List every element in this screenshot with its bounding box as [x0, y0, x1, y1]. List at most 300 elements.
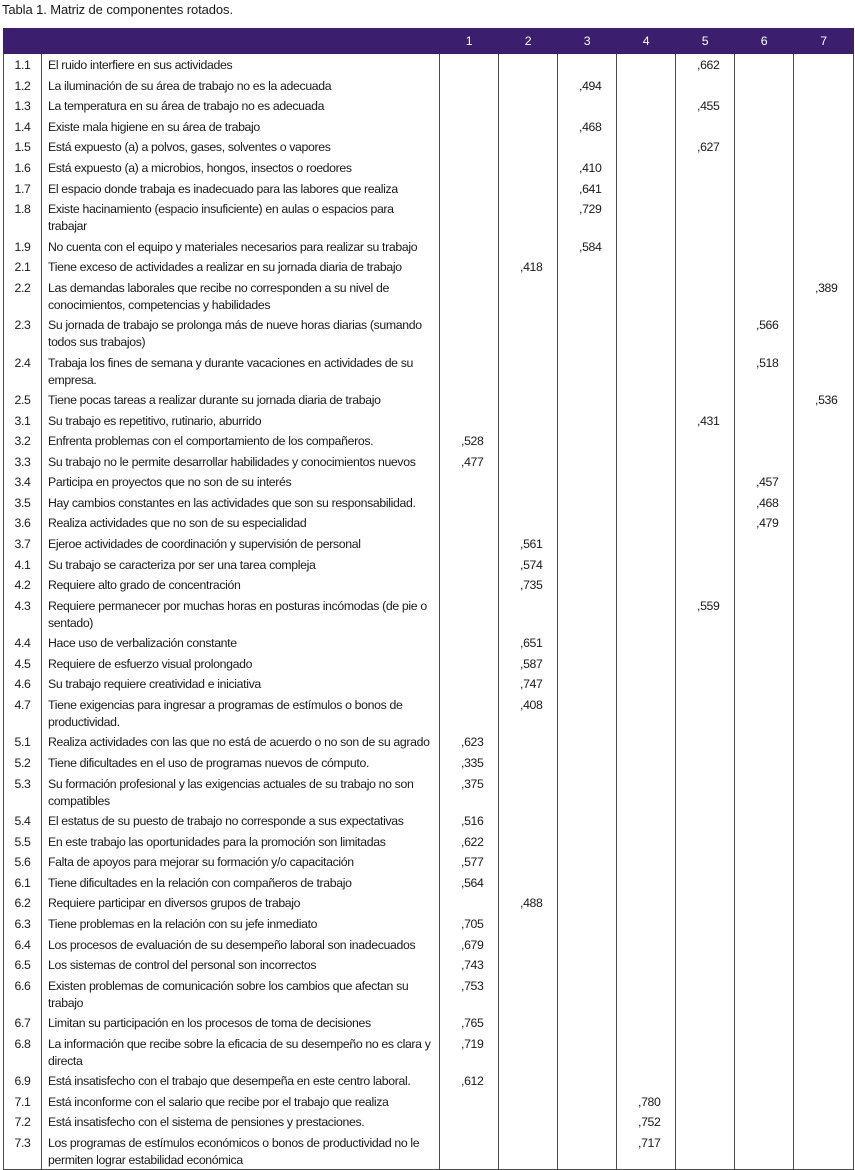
table-body: [4, 54, 854, 1170]
empty-cell: [676, 731, 735, 752]
empty-cell: [440, 632, 499, 653]
empty-cell: [440, 314, 499, 351]
empty-cell: [440, 533, 499, 554]
empty-cell: [440, 277, 499, 314]
empty-cell: [794, 975, 854, 1012]
empty-cell: [617, 810, 676, 831]
row-description: La temperatura en su área de trabajo no es adecuada: [42, 95, 440, 116]
row-description: Las demandas laborales que recibe no corresponden a su nivel de conocimientos, competencias y habilidades: [42, 277, 440, 314]
empty-cell: [794, 632, 854, 653]
table-row: [4, 430, 854, 451]
loading-value: ,622: [440, 831, 499, 852]
empty-cell: [558, 410, 617, 431]
empty-cell: [794, 533, 854, 554]
empty-cell: [558, 954, 617, 975]
empty-cell: [794, 694, 854, 731]
row-description: Existen problemas de comunicación sobre los cambios que afectan su trabajo: [42, 975, 440, 1012]
empty-cell: [499, 277, 558, 314]
empty-cell: [735, 533, 794, 554]
row-description: Los procesos de evaluación de su desempeño laboral son inadecuados: [42, 934, 440, 955]
row-id: 5.3: [4, 773, 42, 810]
empty-cell: [499, 851, 558, 872]
empty-cell: [440, 95, 499, 116]
empty-cell: [794, 451, 854, 472]
empty-cell: [676, 352, 735, 389]
empty-cell: [676, 810, 735, 831]
empty-cell: [617, 533, 676, 554]
empty-cell: [676, 892, 735, 913]
empty-cell: [617, 236, 676, 257]
empty-cell: [617, 595, 676, 632]
empty-cell: [676, 1033, 735, 1070]
row-description: Limitan su participación en los procesos de toma de decisiones: [42, 1012, 440, 1033]
table-row: [4, 694, 854, 731]
empty-cell: [558, 574, 617, 595]
loading-value: ,335: [440, 752, 499, 773]
row-description: Realiza actividades que no son de su especialidad: [42, 512, 440, 533]
empty-cell: [735, 178, 794, 199]
empty-cell: [617, 773, 676, 810]
empty-cell: [558, 471, 617, 492]
empty-cell: [794, 256, 854, 277]
empty-cell: [558, 95, 617, 116]
row-description: Está insatisfecho con el sistema de pensiones y prestaciones.: [42, 1111, 440, 1132]
empty-cell: [617, 198, 676, 235]
empty-cell: [794, 872, 854, 893]
empty-cell: [558, 136, 617, 157]
empty-cell: [676, 512, 735, 533]
empty-cell: [558, 851, 617, 872]
empty-cell: [676, 75, 735, 96]
empty-cell: [735, 773, 794, 810]
row-description: Tiene dificultades en el uso de programas nuevos de cómputo.: [42, 752, 440, 773]
row-id: 5.2: [4, 752, 42, 773]
empty-cell: [735, 574, 794, 595]
row-id: 4.7: [4, 694, 42, 731]
loading-value: ,468: [558, 116, 617, 137]
empty-cell: [499, 1111, 558, 1132]
table-row: [4, 851, 854, 872]
empty-cell: [794, 773, 854, 810]
row-id: 1.3: [4, 95, 42, 116]
empty-cell: [676, 236, 735, 257]
empty-cell: [617, 54, 676, 75]
empty-cell: [617, 1012, 676, 1033]
empty-cell: [676, 1012, 735, 1033]
row-id: 6.4: [4, 934, 42, 955]
empty-cell: [676, 277, 735, 314]
table-row: [4, 752, 854, 773]
empty-cell: [499, 810, 558, 831]
empty-cell: [676, 1132, 735, 1170]
row-id: 3.2: [4, 430, 42, 451]
empty-cell: [617, 554, 676, 575]
empty-cell: [499, 831, 558, 852]
row-description: Los sistemas de control del personal son incorrectos: [42, 954, 440, 975]
empty-cell: [794, 851, 854, 872]
loading-value: ,577: [440, 851, 499, 872]
empty-cell: [617, 954, 676, 975]
row-id: 4.5: [4, 653, 42, 674]
empty-cell: [735, 1070, 794, 1091]
loading-value: ,457: [735, 471, 794, 492]
row-description: Existe hacinamiento (espacio insuficiente) en aulas o espacios para trabajar: [42, 198, 440, 235]
empty-cell: [558, 256, 617, 277]
empty-cell: [676, 314, 735, 351]
table-row: [4, 1070, 854, 1091]
row-description: Realiza actividades con las que no está de acuerdo o no son de su agrado: [42, 731, 440, 752]
empty-cell: [558, 314, 617, 351]
row-id: 7.1: [4, 1091, 42, 1112]
empty-cell: [499, 954, 558, 975]
empty-cell: [499, 236, 558, 257]
empty-cell: [794, 198, 854, 235]
row-id: 1.2: [4, 75, 42, 96]
empty-cell: [794, 178, 854, 199]
row-description: Participa en proyectos que no son de su interés: [42, 471, 440, 492]
empty-cell: [499, 75, 558, 96]
row-id: 2.2: [4, 277, 42, 314]
empty-cell: [735, 872, 794, 893]
empty-cell: [617, 934, 676, 955]
loading-value: ,627: [676, 136, 735, 157]
loading-value: ,719: [440, 1033, 499, 1070]
empty-cell: [676, 492, 735, 513]
row-id: 6.1: [4, 872, 42, 893]
table-row: [4, 157, 854, 178]
row-description: La iluminación de su área de trabajo no es la adecuada: [42, 75, 440, 96]
empty-cell: [499, 352, 558, 389]
row-description: La información que recibe sobre la eficacia de su desempeño no es clara y directa: [42, 1033, 440, 1070]
loading-value: ,587: [499, 653, 558, 674]
table-row: [4, 892, 854, 913]
table-row: [4, 410, 854, 431]
empty-cell: [735, 595, 794, 632]
empty-cell: [617, 136, 676, 157]
empty-cell: [794, 314, 854, 351]
empty-cell: [499, 430, 558, 451]
loading-value: ,753: [440, 975, 499, 1012]
empty-cell: [617, 1033, 676, 1070]
empty-cell: [617, 314, 676, 351]
empty-cell: [794, 430, 854, 451]
empty-cell: [676, 574, 735, 595]
table-row: [4, 731, 854, 752]
empty-cell: [499, 389, 558, 410]
empty-cell: [499, 934, 558, 955]
row-description: Falta de apoyos para mejorar su formación y/o capacitación: [42, 851, 440, 872]
empty-cell: [617, 731, 676, 752]
row-id: 1.9: [4, 236, 42, 257]
empty-cell: [558, 892, 617, 913]
empty-cell: [735, 653, 794, 674]
table-row: [4, 533, 854, 554]
table-row: [4, 653, 854, 674]
empty-cell: [499, 492, 558, 513]
empty-cell: [676, 1070, 735, 1091]
empty-cell: [676, 694, 735, 731]
empty-cell: [794, 752, 854, 773]
header-row: [4, 29, 854, 54]
empty-cell: [794, 1033, 854, 1070]
loading-value: ,566: [735, 314, 794, 351]
empty-cell: [676, 157, 735, 178]
empty-cell: [735, 1012, 794, 1033]
empty-cell: [735, 1033, 794, 1070]
empty-cell: [735, 236, 794, 257]
empty-cell: [558, 277, 617, 314]
empty-cell: [440, 256, 499, 277]
empty-cell: [794, 54, 854, 75]
loading-value: ,584: [558, 236, 617, 257]
empty-cell: [499, 95, 558, 116]
loading-value: ,375: [440, 773, 499, 810]
empty-cell: [794, 410, 854, 431]
row-description: Ejeroe actividades de coordinación y supervisión de personal: [42, 533, 440, 554]
row-id: 4.1: [4, 554, 42, 575]
empty-cell: [558, 773, 617, 810]
empty-cell: [794, 1012, 854, 1033]
loading-value: ,389: [794, 277, 854, 314]
empty-cell: [558, 810, 617, 831]
loading-value: ,780: [617, 1091, 676, 1112]
empty-cell: [676, 752, 735, 773]
header-component-7: 7: [794, 29, 854, 54]
empty-cell: [794, 157, 854, 178]
table-row: [4, 471, 854, 492]
empty-cell: [735, 256, 794, 277]
empty-cell: [735, 673, 794, 694]
loading-value: ,564: [440, 872, 499, 893]
empty-cell: [558, 389, 617, 410]
empty-cell: [558, 451, 617, 472]
row-description: Tiene problemas en la relación con su jefe inmediato: [42, 913, 440, 934]
empty-cell: [676, 554, 735, 575]
empty-cell: [617, 157, 676, 178]
empty-cell: [735, 851, 794, 872]
loading-value: ,516: [440, 810, 499, 831]
empty-cell: [558, 1070, 617, 1091]
table-row: [4, 236, 854, 257]
empty-cell: [499, 54, 558, 75]
empty-cell: [440, 178, 499, 199]
empty-cell: [735, 954, 794, 975]
header-id: [4, 29, 42, 54]
row-id: 6.7: [4, 1012, 42, 1033]
empty-cell: [499, 157, 558, 178]
loading-value: ,735: [499, 574, 558, 595]
row-description: Hay cambios constantes en las actividades que son su responsabilidad.: [42, 492, 440, 513]
empty-cell: [794, 512, 854, 533]
table-row: [4, 492, 854, 513]
empty-cell: [617, 116, 676, 137]
table-row: [4, 512, 854, 533]
empty-cell: [440, 410, 499, 431]
empty-cell: [558, 54, 617, 75]
empty-cell: [440, 595, 499, 632]
row-description: Su trabajo no le permite desarrollar habilidades y conocimientos nuevos: [42, 451, 440, 472]
table-row: [4, 277, 854, 314]
table-row: [4, 136, 854, 157]
table-row: [4, 773, 854, 810]
header-component-2: 2: [499, 29, 558, 54]
empty-cell: [676, 975, 735, 1012]
empty-cell: [676, 653, 735, 674]
empty-cell: [794, 236, 854, 257]
empty-cell: [499, 1012, 558, 1033]
empty-cell: [499, 595, 558, 632]
row-description: Tiene exceso de actividades a realizar en su jornada diaria de trabajo: [42, 256, 440, 277]
empty-cell: [499, 116, 558, 137]
loading-value: ,651: [499, 632, 558, 653]
empty-cell: [617, 892, 676, 913]
empty-cell: [794, 954, 854, 975]
row-description: No cuenta con el equipo y materiales necesarios para realizar su trabajo: [42, 236, 440, 257]
empty-cell: [794, 1091, 854, 1112]
row-id: 2.5: [4, 389, 42, 410]
row-description: Su trabajo se caracteriza por ser una tarea compleja: [42, 554, 440, 575]
table-row: [4, 872, 854, 893]
table-row: [4, 116, 854, 137]
table-row: [4, 913, 854, 934]
row-id: 3.6: [4, 512, 42, 533]
row-id: 1.4: [4, 116, 42, 137]
empty-cell: [617, 653, 676, 674]
empty-cell: [499, 314, 558, 351]
row-description: Su trabajo es repetitivo, rutinario, aburrido: [42, 410, 440, 431]
table-row: [4, 831, 854, 852]
row-id: 7.3: [4, 1132, 42, 1170]
empty-cell: [617, 975, 676, 1012]
loading-value: ,574: [499, 554, 558, 575]
row-id: 1.7: [4, 178, 42, 199]
empty-cell: [735, 554, 794, 575]
empty-cell: [617, 410, 676, 431]
row-id: 2.1: [4, 256, 42, 277]
empty-cell: [676, 198, 735, 235]
row-id: 2.4: [4, 352, 42, 389]
row-description: Hace uso de verbalización constante: [42, 632, 440, 653]
table-row: [4, 934, 854, 955]
row-description: Existe mala higiene en su área de trabajo: [42, 116, 440, 137]
loading-value: ,494: [558, 75, 617, 96]
loading-value: ,431: [676, 410, 735, 431]
empty-cell: [558, 831, 617, 852]
empty-cell: [676, 954, 735, 975]
empty-cell: [617, 752, 676, 773]
row-id: 6.6: [4, 975, 42, 1012]
row-id: 1.6: [4, 157, 42, 178]
table-caption: Tabla 1. Matriz de componentes rotados.: [2, 2, 233, 17]
empty-cell: [676, 913, 735, 934]
empty-cell: [440, 1132, 499, 1170]
empty-cell: [735, 389, 794, 410]
row-id: 5.5: [4, 831, 42, 852]
table-row: [4, 256, 854, 277]
empty-cell: [676, 389, 735, 410]
empty-cell: [440, 492, 499, 513]
empty-cell: [735, 1111, 794, 1132]
loading-value: ,612: [440, 1070, 499, 1091]
row-description: Tiene pocas tareas a realizar durante su jornada diaria de trabajo: [42, 389, 440, 410]
empty-cell: [499, 1033, 558, 1070]
empty-cell: [794, 1111, 854, 1132]
row-description: Trabaja los fines de semana y durante vacaciones en actividades de su empresa.: [42, 352, 440, 389]
empty-cell: [617, 851, 676, 872]
empty-cell: [794, 913, 854, 934]
empty-cell: [676, 872, 735, 893]
empty-cell: [499, 178, 558, 199]
empty-cell: [558, 694, 617, 731]
empty-cell: [499, 773, 558, 810]
empty-cell: [676, 451, 735, 472]
empty-cell: [499, 471, 558, 492]
row-description: Tiene dificultades en la relación con compañeros de trabajo: [42, 872, 440, 893]
empty-cell: [676, 851, 735, 872]
row-id: 1.8: [4, 198, 42, 235]
empty-cell: [558, 1132, 617, 1170]
row-description: Tiene exigencias para ingresar a programas de estímulos o bonos de productividad.: [42, 694, 440, 731]
loading-value: ,518: [735, 352, 794, 389]
loading-value: ,662: [676, 54, 735, 75]
loading-value: ,641: [558, 178, 617, 199]
loading-value: ,528: [440, 430, 499, 451]
empty-cell: [735, 410, 794, 431]
row-description: Su formación profesional y las exigencias actuales de su trabajo no son compatibles: [42, 773, 440, 810]
row-description: Requiere permanecer por muchas horas en posturas incómodas (de pie o sentado): [42, 595, 440, 632]
empty-cell: [617, 512, 676, 533]
empty-cell: [617, 632, 676, 653]
empty-cell: [735, 75, 794, 96]
empty-cell: [617, 1070, 676, 1091]
empty-cell: [735, 1091, 794, 1112]
row-id: 4.3: [4, 595, 42, 632]
row-id: 4.4: [4, 632, 42, 653]
row-id: 5.1: [4, 731, 42, 752]
empty-cell: [558, 752, 617, 773]
header-component-4: 4: [617, 29, 676, 54]
empty-cell: [617, 178, 676, 199]
row-description: Está insatisfecho con el trabajo que desempeña en este centro laboral.: [42, 1070, 440, 1091]
table-row: [4, 632, 854, 653]
empty-cell: [735, 54, 794, 75]
empty-cell: [558, 1111, 617, 1132]
row-description: Está expuesto (a) a polvos, gases, solventes o vapores: [42, 136, 440, 157]
empty-cell: [558, 913, 617, 934]
table-row: [4, 389, 854, 410]
empty-cell: [558, 934, 617, 955]
loading-value: ,743: [440, 954, 499, 975]
table-row: [4, 554, 854, 575]
empty-cell: [558, 731, 617, 752]
empty-cell: [735, 632, 794, 653]
empty-cell: [558, 533, 617, 554]
empty-cell: [617, 471, 676, 492]
table-row: [4, 673, 854, 694]
empty-cell: [440, 136, 499, 157]
empty-cell: [440, 75, 499, 96]
empty-cell: [499, 1132, 558, 1170]
empty-cell: [794, 492, 854, 513]
rotated-component-matrix: [3, 28, 854, 1170]
empty-cell: [440, 694, 499, 731]
empty-cell: [676, 430, 735, 451]
empty-cell: [617, 75, 676, 96]
empty-cell: [676, 178, 735, 199]
empty-cell: [676, 673, 735, 694]
empty-cell: [676, 533, 735, 554]
row-id: 3.4: [4, 471, 42, 492]
